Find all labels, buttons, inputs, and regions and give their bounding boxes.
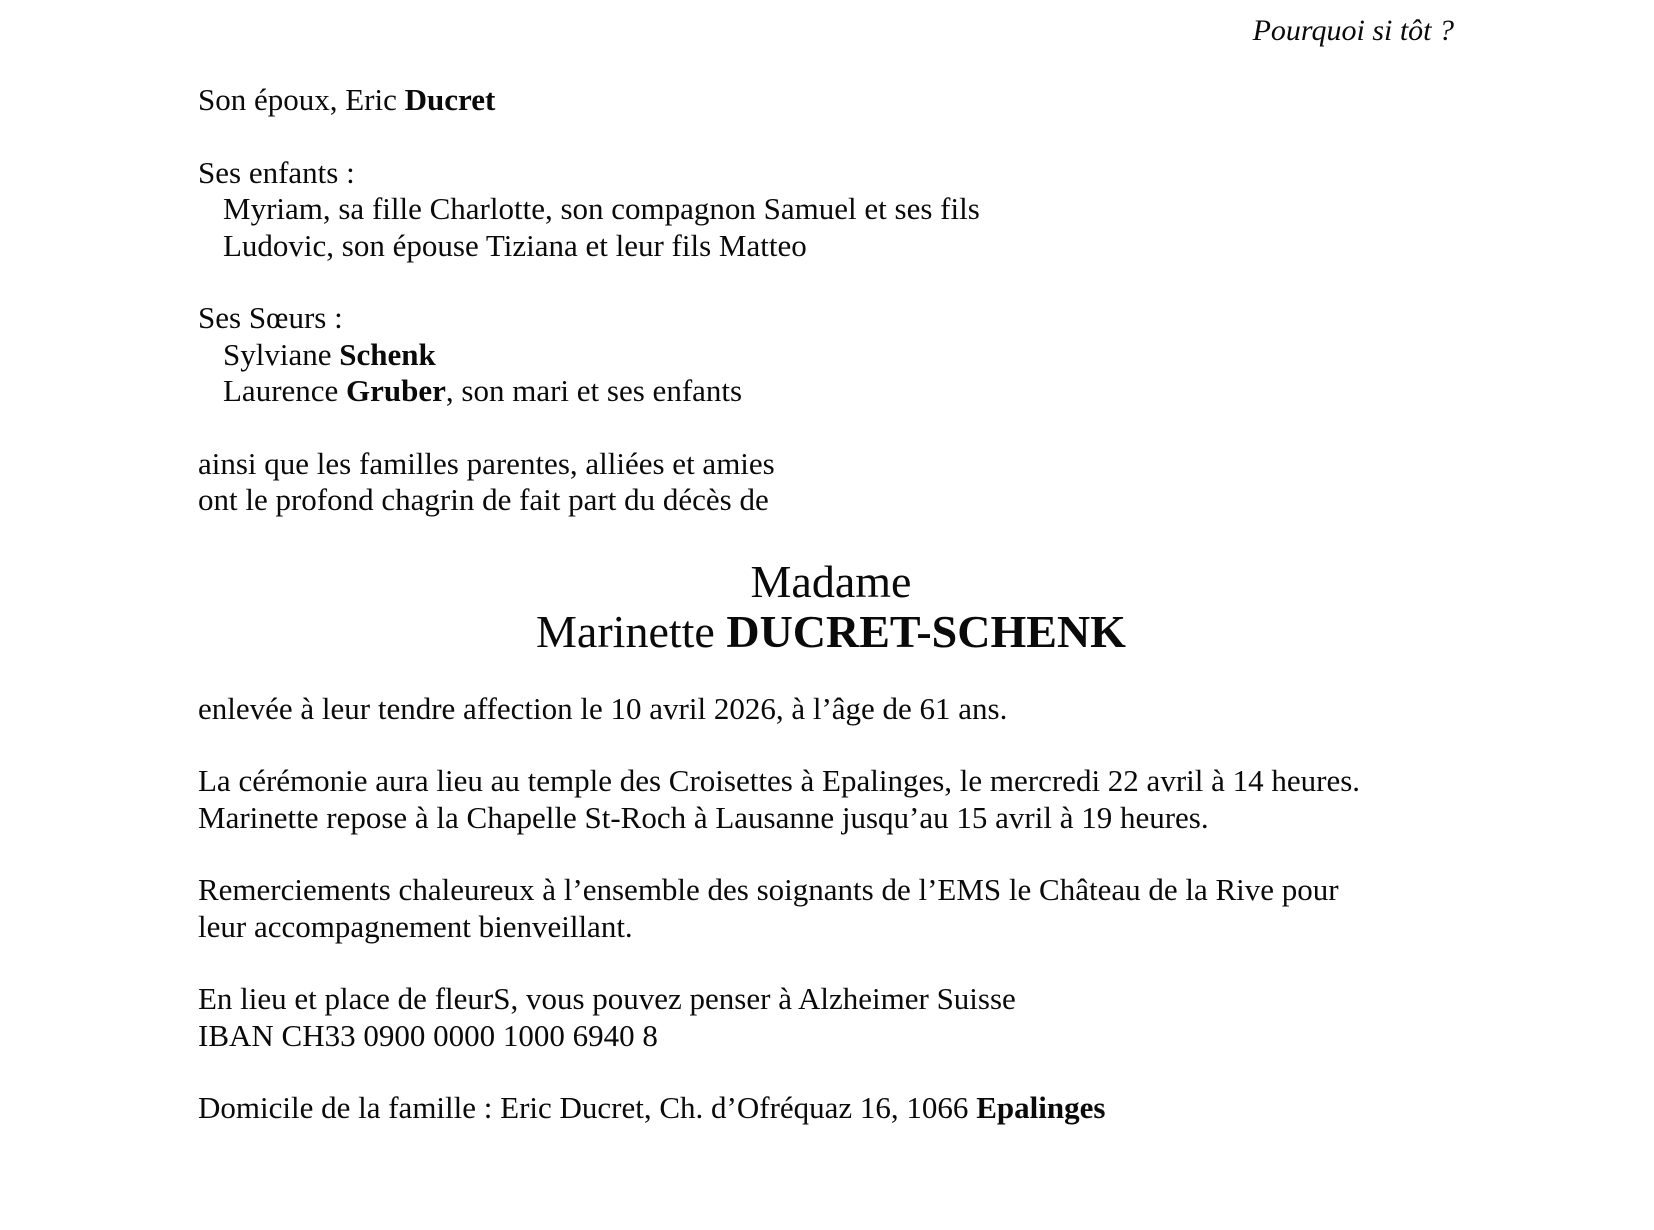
text-segment: leur accompagnement bienveillant.	[198, 908, 633, 944]
text-line	[198, 482, 1464, 519]
text-line	[198, 446, 1464, 483]
text-segment: Myriam, sa fille Charlotte, son compagnon Samuel et ses fils	[223, 191, 980, 226]
deceased-first-name: Marinette	[536, 605, 727, 657]
text-segment: Ses Sœurs :	[198, 300, 343, 335]
text-line	[198, 82, 1464, 119]
emphasized-name: Ducret	[404, 82, 496, 117]
text-line	[198, 1090, 1464, 1127]
text-segment: Sylviane	[223, 336, 340, 372]
emphasized-name: Gruber	[346, 373, 446, 408]
text-line	[198, 763, 1464, 800]
paragraph-sisters	[198, 300, 1464, 410]
paragraph-families	[198, 446, 1464, 519]
text-line	[198, 800, 1464, 837]
text-segment: Remerciements chaleureux à l’ensemble des soignants de l’EMS le Château de la Rive pour	[198, 872, 1339, 907]
text-segment: Domicile de la famille : Eric Ducret, Ch. d’Ofréquaz 16, 1066	[198, 1090, 977, 1125]
deceased-honorific: Madame	[750, 555, 912, 607]
text-line	[198, 228, 1464, 265]
paragraph-thanks	[198, 872, 1464, 945]
text-line	[198, 373, 1464, 410]
text-segment: ont le profond chagrin de fait part du décès de	[198, 482, 769, 517]
paragraph-children	[198, 155, 1464, 265]
text-segment: Ludovic, son épouse Tiziana et leur fils Matteo	[223, 227, 807, 263]
text-segment: Son époux, Eric	[198, 82, 405, 117]
text-line	[198, 300, 1464, 337]
obituary-page	[0, 14, 1654, 1230]
text-line	[198, 337, 1464, 374]
paragraph-ceremony	[198, 763, 1464, 836]
text-segment: La cérémonie aura lieu au temple des Croisettes à Epalinges, le mercredi 22 avril à 14 heures.	[198, 763, 1361, 798]
deceased-last-name: DUCRET-SCHENK	[726, 605, 1126, 657]
obituary-body	[198, 82, 1464, 1127]
text-segment: Ses enfants :	[198, 154, 355, 190]
text-segment: ainsi que les familles parentes, alliées et amies	[198, 445, 775, 481]
relatives-section	[198, 82, 1464, 519]
text-segment: Laurence	[223, 373, 347, 408]
emphasized-name: Schenk	[339, 336, 436, 372]
epigraph: Pourquoi si tôt ?	[1252, 14, 1454, 47]
text-line	[198, 1018, 1464, 1055]
text-segment: enlevée à leur tendre affection le 10 avril 2026, à l’âge de 61 ans.	[198, 690, 1008, 726]
text-segment: , son mari et ses enfants	[445, 373, 743, 408]
emphasized-name: Epalinges	[976, 1090, 1106, 1125]
text-line	[198, 872, 1464, 909]
text-line	[198, 155, 1464, 192]
paragraph-husband	[198, 82, 1464, 119]
deceased-name	[198, 607, 1464, 657]
text-line	[198, 191, 1464, 228]
text-line	[198, 691, 1464, 728]
text-segment: En lieu et place de fleurS, vous pouvez penser à Alzheimer Suisse	[198, 981, 1016, 1016]
details-section	[198, 691, 1464, 1127]
paragraph-donations	[198, 981, 1464, 1054]
paragraph-death-announcement	[198, 691, 1464, 728]
text-segment: Marinette repose à la Chapelle St-Roch à Lausanne jusqu’au 15 avril à 19 heures.	[198, 799, 1209, 835]
deceased-title-block	[198, 557, 1464, 657]
text-segment: IBAN CH33 0900 0000 1000 6940 8	[198, 1017, 658, 1053]
paragraph-family-address	[198, 1090, 1464, 1127]
text-line	[198, 909, 1464, 946]
text-line	[198, 981, 1464, 1018]
